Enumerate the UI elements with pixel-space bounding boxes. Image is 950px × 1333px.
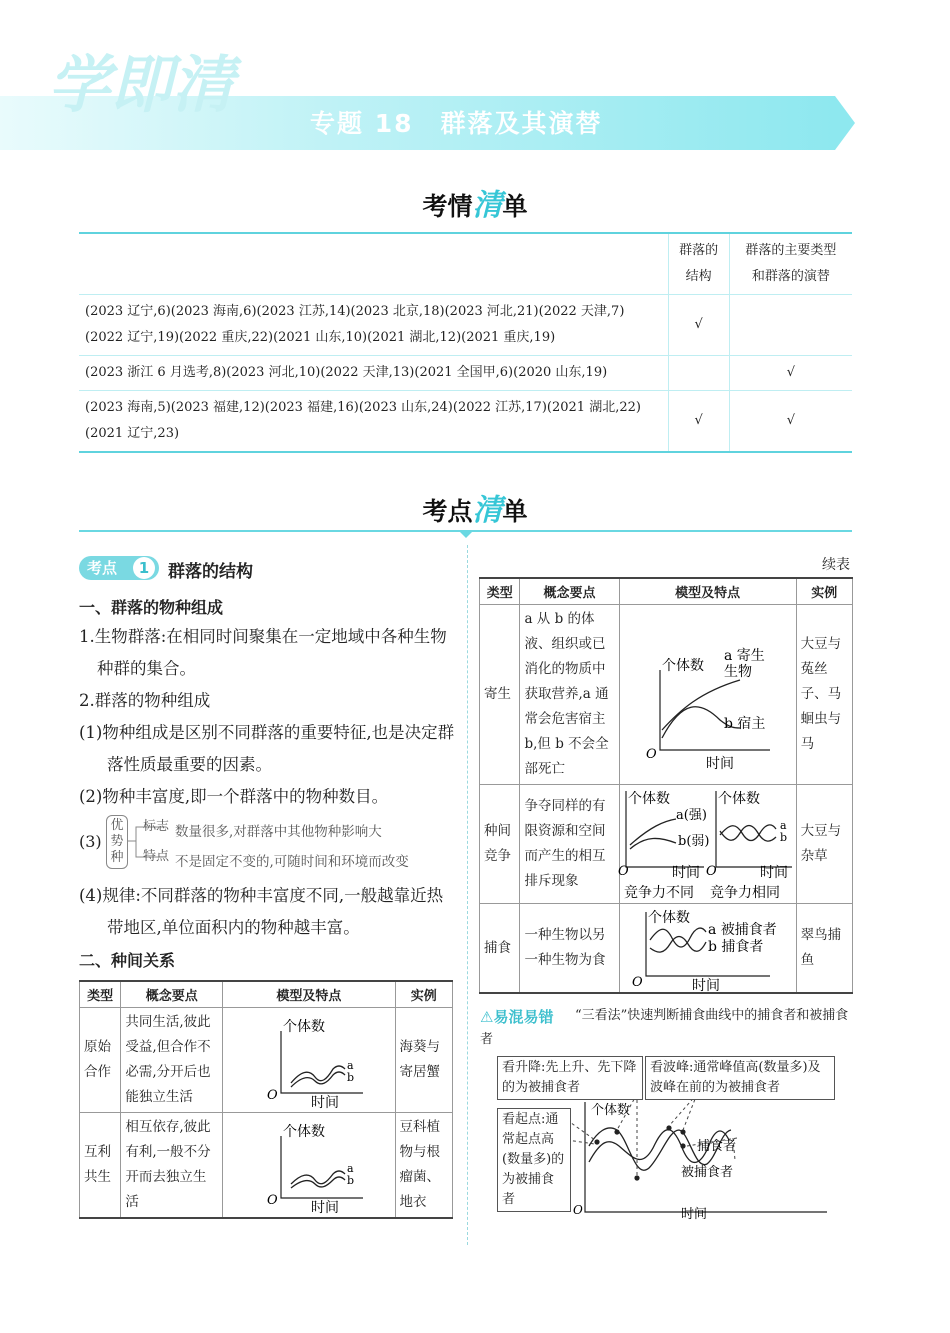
heading-species: 一、群落的物种组成 [79,598,224,617]
check-mark [729,295,852,356]
svg-text:个体数: 个体数 [591,1103,631,1118]
exam-section-title: 考情清单 [422,188,528,223]
svg-text:竞争力相同: 竞争力相同 [709,885,780,901]
svg-text:a: a [347,1059,354,1072]
svg-text:a(强): a(强) [675,808,707,823]
svg-text:个体数: 个体数 [283,1019,326,1035]
col1-header-line2: 结构 [685,269,712,284]
svg-text:a 被捕食者: a 被捕食者 [707,922,777,938]
svg-text:时间: 时间 [671,865,700,881]
banner-arrow [835,96,855,150]
svg-text:O: O [267,1088,278,1103]
svg-text:O: O [573,1203,583,1217]
col2-header-line1: 群落的主要类型 [745,243,837,258]
continued-note: 续表 [822,557,850,573]
kp-title: 群落的结构 [168,562,253,582]
check-mark: √ [729,391,852,453]
exam-source: (2023 海南,5)(2023 福建,12)(2023 福建,16)(2023 山东,24)(2022 江苏,17)(2021 湖北,22)(2021 辽宁,23) [79,391,668,453]
warning-icon: ⚠ [480,1008,494,1026]
exam-table [79,232,852,453]
kp-badge: 考点 1 [79,556,159,580]
table-row [79,356,852,391]
dominant-label: (3) [79,832,102,851]
table-row: 互利共生 相互依存,彼此有利,一般不分开而去独立生活 个体数 O 时间 a b 豆科植物与根瘤菌、地衣 [80,1113,453,1219]
svg-text:时间: 时间 [691,978,720,994]
svg-text:个体数: 个体数 [647,910,690,926]
col1-header-line1: 群落的 [679,243,719,258]
para-community: 1.生物群落:在相同时间聚集在一定地域中各种生物种群的集合。 2.群落的物种组成 (1)物种组成是区别不同群落的重要特征,也是决定群落性质最重要的因素。 (2)物种丰富度,即一个群落中的物种数目。 [79,627,455,806]
svg-text:O: O [617,864,629,879]
check-mark: √ [729,356,852,391]
svg-text:个体数: 个体数 [717,791,760,807]
exam-source: (2023 辽宁,6)(2023 海南,6)(2023 江苏,14)(2023 北京,18)(2023 河北,21)(2022 天津,7)(2022 辽宁,19)(2022 重庆,22)(2021 山东,10)(2021 湖北,12)(2021 重庆,19) [79,295,668,356]
para-rule: (4)规律:不同群落的物种丰富度不同,一般越靠近热带地区,单位面积内的物种越丰富。 [79,886,444,937]
svg-text:a: a [347,1162,354,1175]
check-mark: √ [668,295,729,356]
table-row: 捕食 一种生物以另一种生物为食 个体数 O 时间 a 被捕食者 b 捕食者 翠鸟捕鱼 [480,904,853,994]
box-peak: 看波峰:通常峰值高(数量多)及波峰在前的为被捕食者 [645,1056,835,1100]
svg-text:时间: 时间 [681,1207,708,1222]
svg-text:b 捕食者: b 捕食者 [707,939,764,955]
svg-text:个体数: 个体数 [627,791,670,807]
tag-feature-text: 不是固定不变的,可随时间和环境而改变 [175,854,409,870]
table-row: 种间竞争 争夺同样的有限资源和空间而产生的相互排斥现象 个体数 O 时间 a(强) b(弱) 个体数 O 时间 a b 竞争力不同 竞争力相同 大豆与杂草 [480,785,853,904]
svg-text:时间: 时间 [311,1095,340,1111]
svg-text:O: O [645,746,657,762]
svg-text:捕食者: 捕食者 [697,1139,737,1154]
warning-title: ⚠易混易错 [480,1006,557,1027]
point-section-title: 考点清单 [422,493,528,528]
table-row [79,295,852,356]
svg-text:b(弱): b(弱) [677,834,710,849]
kp-number: 1 [133,557,155,579]
exam-source: (2023 浙江 6 月选考,8)(2023 河北,10)(2022 天津,13)(2021 全国甲,6)(2020 山东,19) [79,356,668,391]
logo-text: 学即清 [48,48,235,121]
heading-relations: 二、种间关系 [79,951,176,970]
parasitism-graph [620,610,796,780]
box-start: 看起点:通常起点高(数量多)的为被捕食者 [497,1108,571,1212]
svg-text:个体数: 个体数 [283,1124,326,1140]
mutualism-graph-2 [223,1116,393,1214]
svg-text:a 寄生: a 寄生 [723,647,765,664]
svg-text:竞争力不同: 竞争力不同 [623,885,694,901]
svg-text:b: b [779,831,787,844]
svg-text:时间: 时间 [759,865,788,881]
continued-table: 类型 概念要点 模型及特点 实例 寄生 a 从 b 的体液、组织或已消化的物质中获取营养,a 通常会危害宿主 b,但 b 不会全部死亡 个体数 O 时间 a 寄生 生物 b 宿主 大豆与菟丝子、马蛔虫与马 种间竞争 争夺同样的有限资源和空间而产生的相互排斥现象 个体数 O 时间 a(强) b(弱) 个体数 O 时间 a b 竞争力不同 竞争力相同 大豆与杂草 捕食 一种生物以另一种生物为食 个体数 O 时间 a 被捕食者 b 捕食者 翠鸟捕鱼 [479,577,853,994]
tag-mark-text: 数量很多,对群落中其他物种影响大 [175,824,382,840]
col2-header-line2: 和群落的演替 [751,269,830,284]
svg-text:a: a [779,819,787,832]
svg-text:个体数: 个体数 [661,657,704,674]
svg-text:被捕食者: 被捕食者 [681,1165,734,1180]
tag-feature: 特点 [143,849,170,864]
warning-text: “三看法”快速判断捕食曲线中的捕食者和被捕食者 [480,1008,849,1047]
svg-text:时间: 时间 [311,1200,340,1216]
svg-text:生物: 生物 [723,663,752,680]
mutualism-graph-1 [223,1011,393,1109]
svg-text:O: O [267,1193,278,1208]
column-divider [467,545,468,1245]
divider-notch [458,530,474,538]
box-rise-fall: 看升降:先上升、先下降的为被捕食者 [497,1056,643,1100]
svg-text:时间: 时间 [705,755,734,772]
check-mark [668,356,729,391]
predation-graph [620,904,796,992]
dominant-species-box: 优势种 [106,815,128,869]
relation-table: 类型 概念要点 模型及特点 实例 原始合作 共同生活,彼此受益,但合作不必需,分开后也能独立生活 个体数 O 时间 a b 海葵与寄居蟹 互利共生 相互依存,彼此有利,一般不分开而去独立生活 个体数 O 时间 a b 豆科植物与根瘤菌、地衣 [79,980,453,1219]
table-row [79,391,852,453]
tag-mark: 标志 [143,819,170,834]
svg-text:b: b [347,1174,355,1187]
check-mark: √ [668,391,729,453]
svg-text:O: O [705,864,717,879]
svg-text:b: b [347,1071,355,1084]
table-row: 原始合作 共同生活,彼此受益,但合作不必需,分开后也能独立生活 个体数 O 时间 a b 海葵与寄居蟹 [80,1008,453,1113]
table-row: 寄生 a 从 b 的体液、组织或已消化的物质中获取营养,a 通常会危害宿主 b,但 b 不会全部死亡 个体数 O 时间 a 寄生 生物 b 宿主 大豆与菟丝子、马蛔虫与马 [480,605,853,785]
page-title: 专题 18 群落及其演替 [310,109,603,138]
svg-text:b 宿主: b 宿主 [723,715,766,732]
svg-text:O: O [631,975,643,990]
logo [48,28,235,168]
